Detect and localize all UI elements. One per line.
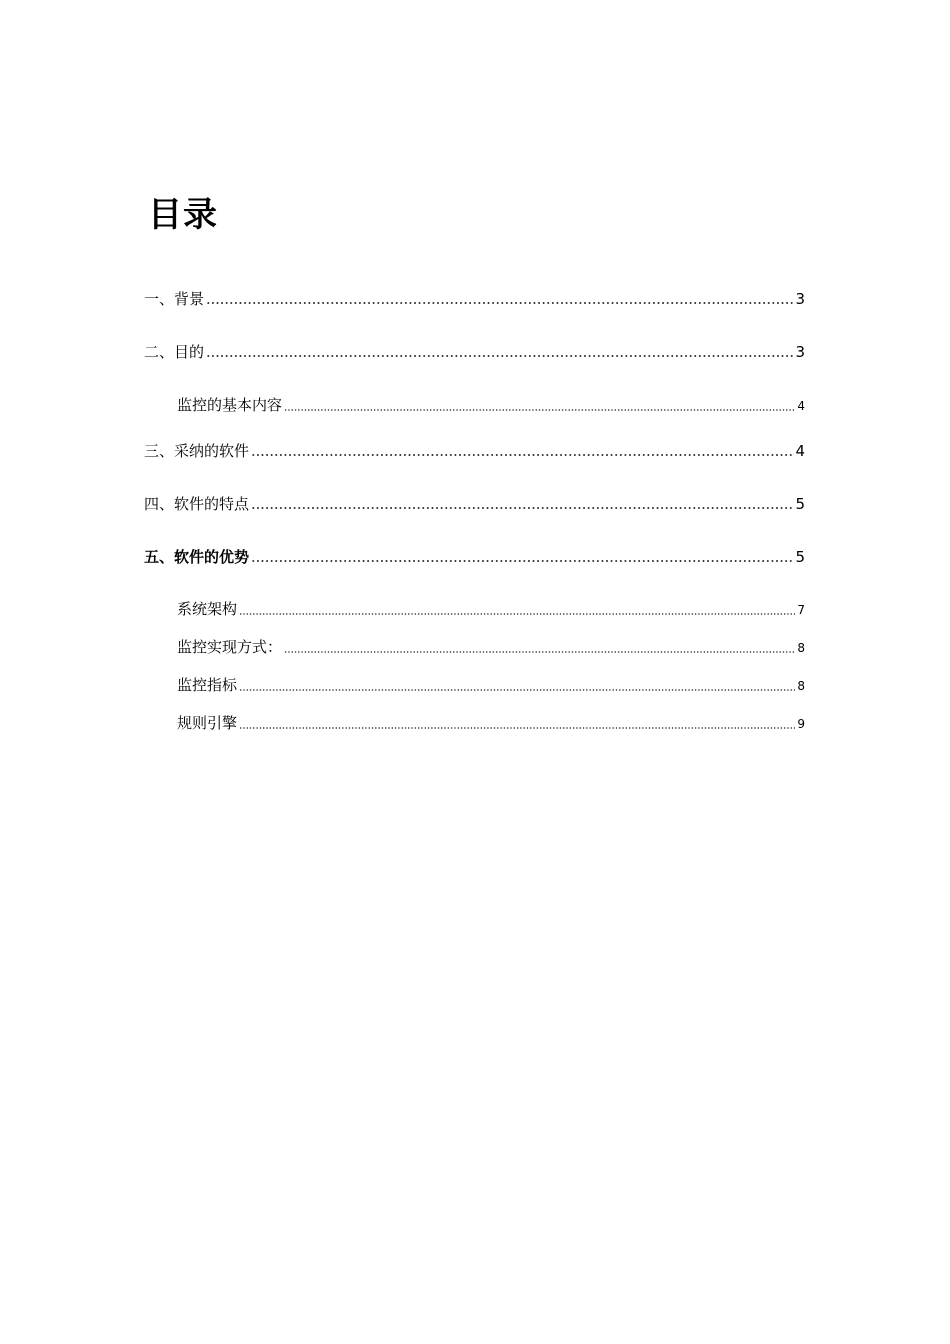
toc-dot-leader: [239, 612, 795, 616]
toc-entry-software-features[interactable]: [144, 493, 805, 515]
toc-entry-text: 三、采纳的软件: [144, 442, 250, 460]
toc-title: 目录: [148, 195, 218, 235]
toc-page-number: 3: [795, 343, 805, 361]
toc-entry-text: 监控指标: [177, 676, 238, 694]
toc-page-number: 4: [795, 442, 805, 460]
toc-entry-text: 四、软件的特点: [144, 495, 250, 513]
toc-entry-monitoring-metrics[interactable]: [177, 674, 805, 697]
toc-entry-text: 系统架构: [177, 600, 238, 618]
toc-page-number: 8: [797, 641, 805, 655]
toc-entry-background[interactable]: [144, 288, 805, 310]
toc-entry-monitoring-implementation[interactable]: [177, 636, 805, 659]
toc-dot-leader: [239, 688, 795, 692]
toc-entry-text: 监控实现方式：: [177, 638, 283, 656]
toc-entry-software-advantages[interactable]: [144, 546, 805, 568]
toc-page-number: 7: [797, 603, 805, 617]
toc-dot-leader: [251, 559, 793, 563]
toc-entry-system-architecture[interactable]: [177, 598, 805, 621]
toc-dot-leader: [284, 650, 795, 654]
toc-entry-purpose[interactable]: [144, 341, 805, 363]
toc-page-number: 4: [797, 399, 805, 413]
toc-entry-monitoring-basics[interactable]: [177, 394, 805, 417]
toc-page-number: 8: [797, 679, 805, 693]
toc-dot-leader: [284, 408, 795, 412]
toc-dot-leader: [206, 354, 793, 358]
toc-entry-rule-engine[interactable]: [177, 712, 805, 735]
toc-entry-text: 二、目的: [144, 343, 205, 361]
toc-dot-leader: [251, 506, 793, 510]
toc-entry-text: 监控的基本内容: [177, 396, 283, 414]
toc-entry-text: 规则引擎: [177, 714, 238, 732]
toc-dot-leader: [251, 453, 793, 457]
toc-dot-leader: [206, 301, 793, 305]
toc-page-number: 3: [795, 290, 805, 308]
toc-page-number: 5: [795, 548, 805, 566]
toc-page-number: 9: [797, 717, 805, 731]
toc-entry-text: 一、背景: [144, 290, 205, 308]
toc-page-number: 5: [795, 495, 805, 513]
toc-entry-text: 五、软件的优势: [144, 548, 250, 566]
toc-dot-leader: [239, 726, 795, 730]
toc-entry-adopted-software[interactable]: [144, 440, 805, 462]
